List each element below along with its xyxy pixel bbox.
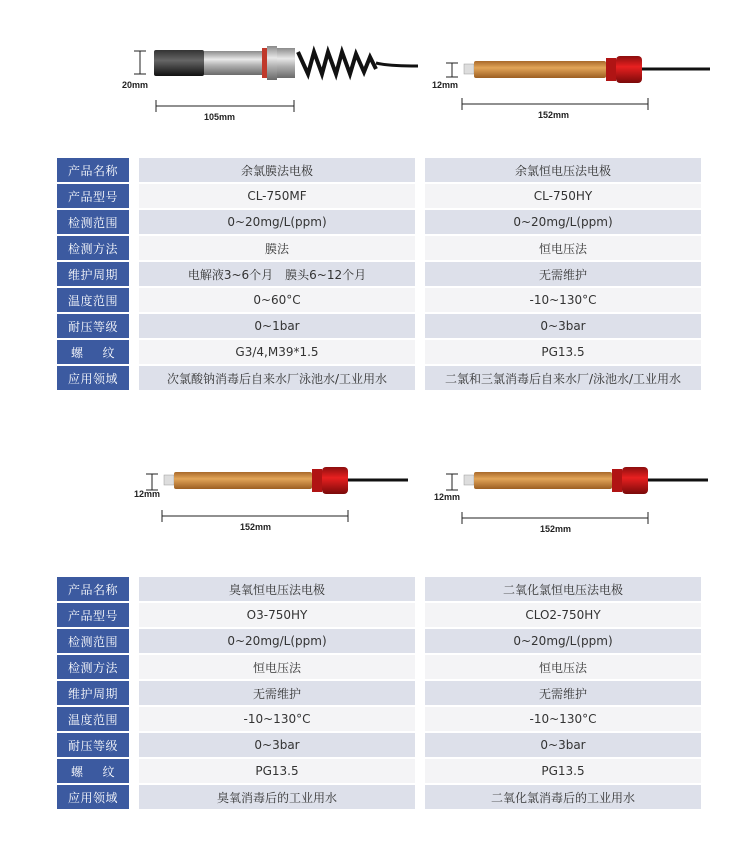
table-row [57,655,702,679]
table-cell: 臭氧恒电压法电极 [139,577,415,601]
table-cell: PG13.5 [139,759,415,783]
table-cell: 二氧化氯恒电压法电极 [425,577,701,601]
table-row [57,366,702,390]
table-cell: 电解液3~6个月 膜头6~12个月 [139,262,415,286]
table-cell: G3/4,M39*1.5 [139,340,415,364]
table-row [57,785,702,809]
row-label-part: 纹 [102,345,115,360]
table-cell: 余氯膜法电极 [139,158,415,182]
table-row [57,603,702,627]
table-row [57,314,702,338]
row-label: 检测方法 [57,655,129,679]
table-row [57,577,702,601]
table-cell: 次氯酸钠消毒后自来水厂泳池水/工业用水 [139,366,415,390]
table-cell: 恒电压法 [139,655,415,679]
table-cell: 0~1bar [139,314,415,338]
table-cell: 0~20mg/L(ppm) [139,210,415,234]
table-row [57,340,702,364]
table-row [57,707,702,731]
table-cell: 0~20mg/L(ppm) [425,629,701,653]
length-dimension-label: 152mm [240,522,272,532]
rod-electrode-image-ozone [132,460,422,550]
table-cell: 余氯恒电压法电极 [425,158,701,182]
row-label: 产品名称 [57,577,129,601]
row-label: 检测方法 [57,236,129,260]
length-dimension-label: 152mm [540,524,572,534]
table-cell: CLO2-750HY [425,603,701,627]
row-label: 温度范围 [57,707,129,731]
table-row [57,288,702,312]
table-cell: 0~20mg/L(ppm) [425,210,701,234]
table-cell: 臭氧消毒后的工业用水 [139,785,415,809]
table-cell: -10~130°C [425,288,701,312]
table-cell: 恒电压法 [425,236,701,260]
table-cell: 0~3bar [139,733,415,757]
table-row [57,629,702,653]
rod-electrode-image-chlorine-dioxide [432,460,722,550]
row-label: 检测范围 [57,210,129,234]
rod-electrode-image-chlorine [432,40,722,130]
membrane-electrode-drawing [118,40,418,130]
table-cell: CL-750HY [425,184,701,208]
table-cell: PG13.5 [425,340,701,364]
table-row [57,236,702,260]
row-label: 应用领域 [57,366,129,390]
table-cell: 无需维护 [425,681,701,705]
row-label-part: 螺 [71,345,84,360]
rod-electrode-drawing [432,40,722,130]
row-label: 产品型号 [57,184,129,208]
table-cell: 0~20mg/L(ppm) [139,629,415,653]
rod-electrode-drawing [132,460,422,550]
table-row [57,262,702,286]
height-dimension-label: 12mm [134,489,161,499]
rod-electrode-drawing [432,460,722,550]
row-label: 应用领域 [57,785,129,809]
table-cell: 0~3bar [425,314,701,338]
membrane-electrode-image [118,40,418,130]
table-cell: PG13.5 [425,759,701,783]
table-cell: 0~60°C [139,288,415,312]
row-label [57,340,129,364]
table-row [57,759,702,783]
table-cell: -10~130°C [139,707,415,731]
table-cell: 无需维护 [425,262,701,286]
row-label: 产品名称 [57,158,129,182]
table-row [57,681,702,705]
table-cell: -10~130°C [425,707,701,731]
table-cell: 无需维护 [139,681,415,705]
table-cell: 二氧化氯消毒后的工业用水 [425,785,701,809]
length-dimension-label: 105mm [204,112,236,122]
spec-table-2 [57,577,702,811]
table-cell: 膜法 [139,236,415,260]
table-row [57,733,702,757]
height-dimension-label: 12mm [434,492,461,502]
row-label: 检测范围 [57,629,129,653]
row-label-part: 螺 [71,764,84,779]
table-row [57,158,702,182]
row-label: 耐压等级 [57,314,129,338]
table-cell: 0~3bar [425,733,701,757]
row-label [57,759,129,783]
table-cell: 恒电压法 [425,655,701,679]
table-cell: O3-750HY [139,603,415,627]
row-label: 温度范围 [57,288,129,312]
height-dimension-label: 20mm [122,80,149,90]
spec-table-1 [57,158,702,392]
height-dimension-label: 12mm [432,80,459,90]
table-row [57,184,702,208]
length-dimension-label: 152mm [538,110,570,120]
row-label: 耐压等级 [57,733,129,757]
row-label: 产品型号 [57,603,129,627]
table-row [57,210,702,234]
table-cell: 二氯和三氯消毒后自来水厂/泳池水/工业用水 [425,366,701,390]
row-label: 维护周期 [57,681,129,705]
row-label-part: 纹 [102,764,115,779]
table-cell: CL-750MF [139,184,415,208]
row-label: 维护周期 [57,262,129,286]
